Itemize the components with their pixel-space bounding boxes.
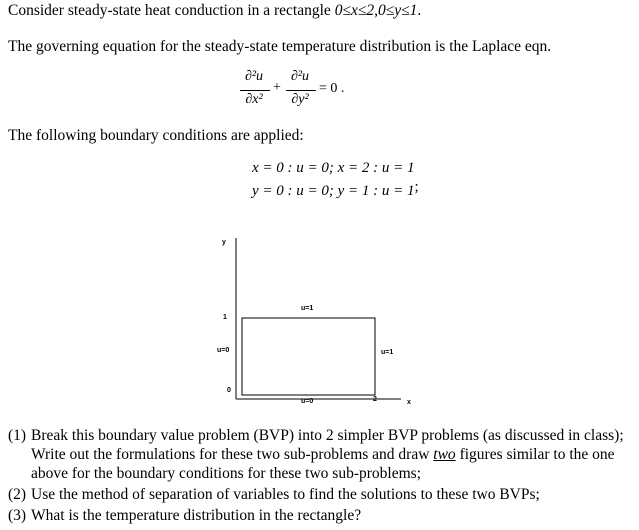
tick-label-2: 2	[373, 396, 377, 403]
right-boundary-label: u=1	[381, 349, 394, 356]
x-axis-label: x	[407, 399, 411, 406]
question-1-emphasis: two	[433, 446, 456, 463]
bc-line-2-semicolon: ;	[414, 179, 419, 195]
domain-inequality: 0≤x≤2,0≤y≤1	[334, 2, 418, 19]
question-1-text-b: figures similar to the one above for the boundary conditions for these two sub-problems;	[31, 446, 615, 482]
question-3	[8, 506, 634, 525]
equation-rhs: = 0 .	[319, 81, 345, 96]
fraction-2-denominator: ∂y²	[291, 92, 309, 107]
plus-sign: +	[273, 80, 281, 95]
question-2	[8, 485, 634, 504]
question-2-number: (2)	[8, 486, 27, 503]
question-1-number: (1)	[8, 427, 27, 444]
intro-period: .	[417, 2, 422, 19]
bc-line-2: y = 0 : u = 0; y = 1 : u = 1	[252, 183, 415, 199]
tick-label-1: 1	[223, 314, 227, 321]
tick-label-0: 0	[227, 387, 231, 394]
question-1-text-a: Break this boundary value problem (BVP) into 2 simpler BVP problems (as discussed in class); Write out the formulations for these two sub-problems and draw	[31, 427, 624, 463]
fraction-1-denominator: ∂x²	[245, 92, 263, 107]
bc-intro: The following boundary conditions are applied:	[8, 127, 304, 144]
fraction-2-numerator: ∂²u	[290, 69, 310, 84]
bc-line-1: x = 0 : u = 0; x = 2 : u = 1	[252, 160, 415, 176]
question-3-number: (3)	[8, 507, 27, 524]
fraction-1-numerator: ∂²u	[244, 69, 264, 84]
top-boundary-label: u=1	[301, 305, 314, 312]
y-axis-label: y	[222, 239, 226, 246]
governing-sentence: The governing equation for the steady-state temperature distribution is the Laplace eqn.	[8, 38, 552, 55]
left-boundary-label: u=0	[217, 347, 230, 354]
rectangle-domain	[242, 318, 375, 395]
question-1-text	[8, 426, 634, 483]
bottom-boundary-label: u=0	[301, 398, 314, 405]
intro-text: Consider steady-state heat conduction in a rectangle	[8, 2, 335, 19]
question-2-text: Use the method of separation of variables to find the solutions to these two BVPs;	[31, 486, 540, 503]
question-3-text: What is the temperature distribution in the rectangle?	[31, 507, 362, 524]
question-1	[8, 426, 634, 483]
